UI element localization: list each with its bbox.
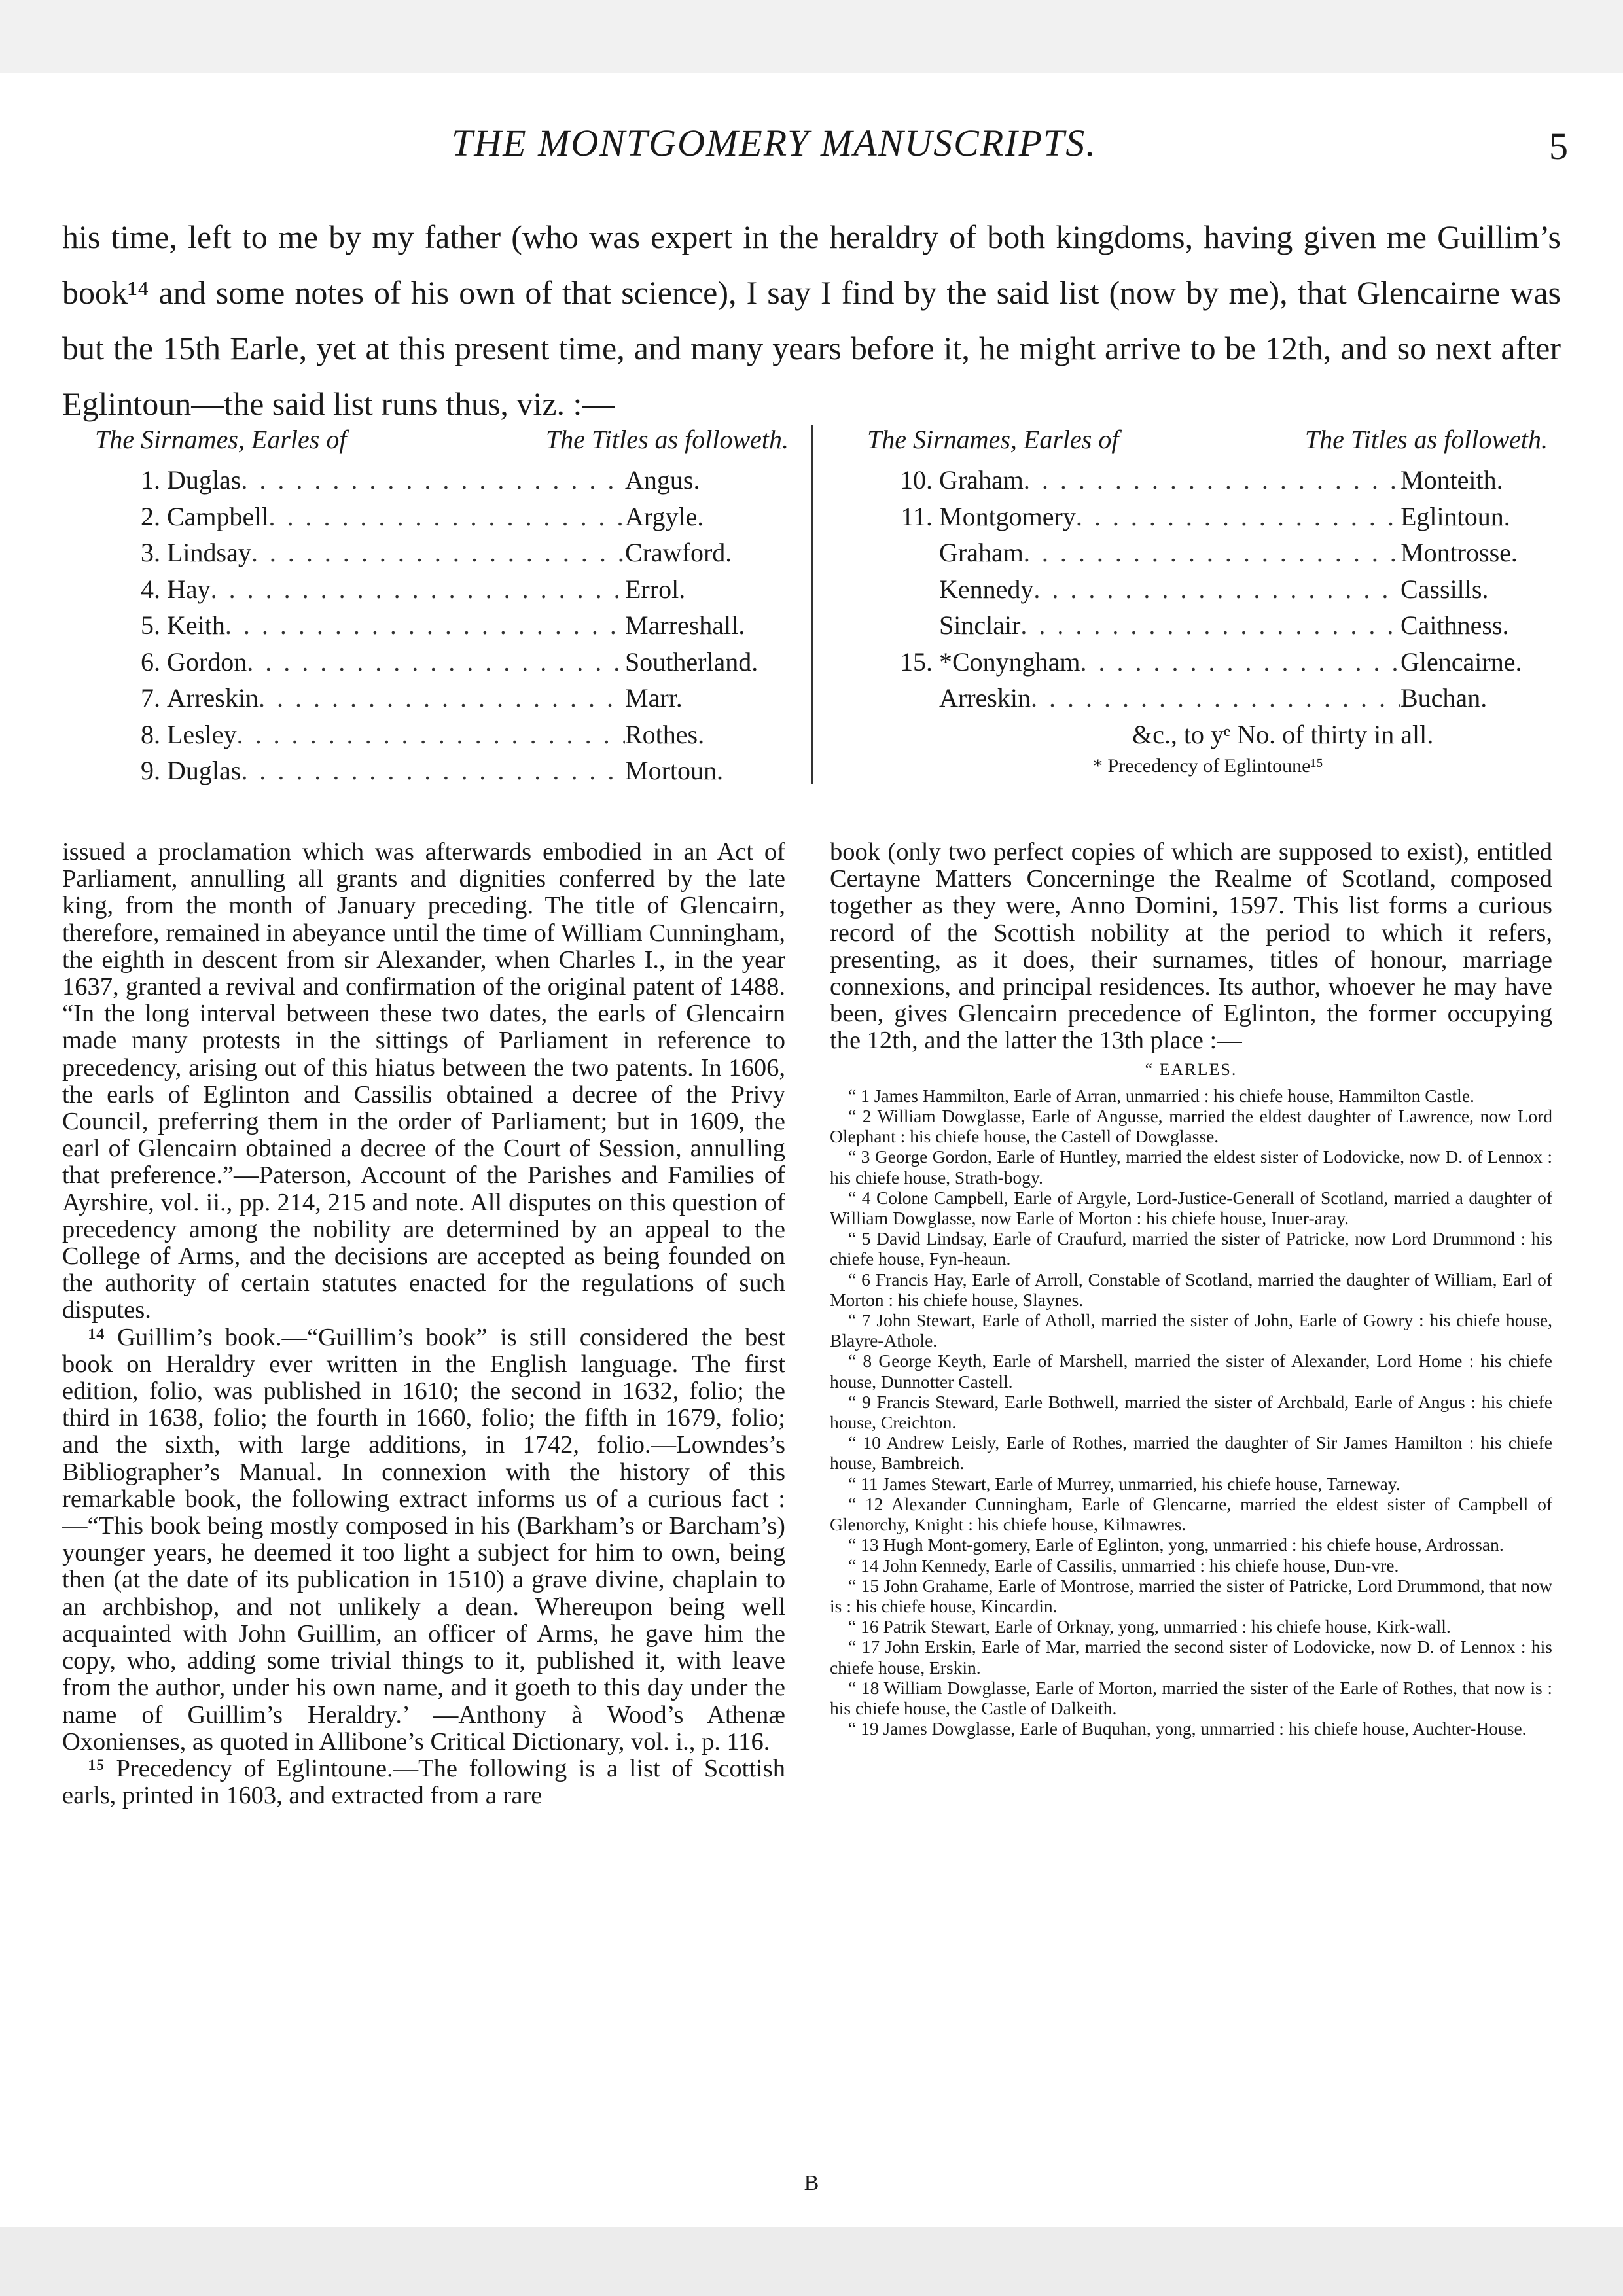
earl-row xyxy=(95,682,789,719)
earl-row xyxy=(95,574,789,610)
earles-entries xyxy=(830,1086,1552,1739)
earl-title: Marr. xyxy=(625,683,683,713)
earl-entry: “ 6 Francis Hay, Earle of Arroll, Constable of Scotland, married the daughter of William, Earl of Morton : his chiefe house, Slaynes. xyxy=(830,1269,1552,1310)
opening-paragraph xyxy=(62,209,1561,432)
earl-entry: “ 10 Andrew Leisly, Earle of Rothes, married the daughter of Sir James Hamilton : his chiefe house, Bambreich. xyxy=(830,1432,1552,1474)
earl-number: 1. xyxy=(141,465,160,495)
earl-surname: Sinclair xyxy=(939,610,1021,640)
earl-entry: “ 2 William Dowglasse, Earle of Angusse, married the eldest daughter of Lawrence, now Lord Olephant : his chiefe house, the Castell of Dowglasse. xyxy=(830,1106,1552,1147)
earl-surname: Gordon xyxy=(167,646,247,677)
earles-heading: “ EARLES. xyxy=(1145,1059,1238,1079)
earl-title: Montrosse. xyxy=(1400,538,1518,567)
earl-title: Mortoun. xyxy=(625,756,723,785)
earl-number: 10. xyxy=(900,465,933,495)
dot-leader xyxy=(1033,574,1400,605)
column-head-surnames: The Sirnames, Earles of xyxy=(867,425,1119,454)
earl-row xyxy=(867,682,1548,719)
dot-leader xyxy=(211,574,625,605)
column-head-surnames: The Sirnames, Earles of xyxy=(95,425,347,454)
earl-surname: Montgomery xyxy=(939,501,1076,531)
earl-number: 7. xyxy=(141,683,160,713)
earl-surname: Graham xyxy=(939,465,1024,495)
earl-entry: “ 1 James Hammilton, Earle of Arran, unmarried : his chiefe house, Hammilton Castle. xyxy=(848,1085,1474,1106)
earl-number: 11. xyxy=(901,501,933,531)
earl-title: Errol. xyxy=(625,574,686,604)
notes-right-column xyxy=(830,839,1552,1739)
dot-leader xyxy=(225,610,625,641)
earl-entry: “ 16 Patrik Stewart, Earle of Orknay, yong, unmarried : his chiefe house, Kirk-wall. xyxy=(848,1616,1451,1637)
earl-number: 5. xyxy=(141,610,160,640)
earl-title: Rothes. xyxy=(625,719,705,749)
earl-row xyxy=(95,719,789,756)
dot-leader xyxy=(241,465,625,495)
dot-leader xyxy=(259,682,625,713)
dot-leader xyxy=(269,501,625,532)
earl-number: 2. xyxy=(141,501,160,531)
precedency-note: * Precedency of Eglintoune¹⁵ xyxy=(1093,754,1323,777)
earl-number: 9. xyxy=(141,756,160,785)
etc-line: &c., to yᵉ No. of thirty in all. xyxy=(1132,719,1434,749)
dot-leader xyxy=(1076,501,1400,532)
note-paragraph: ¹⁴ Guillim’s book.—“Guillim’s book” is still considered the best book on Heraldry ever written in the English language. The first edition, folio, was published in 1610; the second in 1632, folio; the third in 1638, folio; the fourth in 1660, folio; the fifth in 1679, folio; and the sixth, with large additions, in 1742, folio.—Lowndes’s Bibliographer’s Manual. In connexion with the history of this remarkable book, the following extract informs us of a curious fact :—“This book being mostly composed in his (Barkham’s or Barcham’s) younger years, he deemed it too light a subject for him to own, being then (at the date of its publication in 1510) a grave divine, chaplain to an archbishop, and not unlikely a dean. Whereupon being well acquainted with John Guillim, an officer of Arms, he gave him the copy, who, adding some trivial things to it, published it, with leave from the author, under his own name, and it goeth to this day under the name of Guillim’s Heraldry.’ —Anthony à Wood’s Athenæ Oxonienses, as quoted in Allibone’s Critical Dictionary, vol. i., p. 116. xyxy=(62,1323,785,1756)
earl-entry: “ 8 George Keyth, Earle of Marshell, married the sister of Alexander, Lord Home : his chiefe house, Dunnotter Castell. xyxy=(830,1351,1552,1392)
earl-surname: Duglas xyxy=(167,465,241,495)
earls-list-left xyxy=(95,424,789,792)
scan-margin-bottom xyxy=(0,2227,1623,2296)
earl-row xyxy=(95,465,789,501)
page-number: 5 xyxy=(1549,125,1568,168)
running-title: THE MONTGOMERY MANUSCRIPTS. xyxy=(452,122,1097,164)
earl-surname: Graham xyxy=(939,538,1024,567)
earl-entry: “ 3 George Gordon, Earle of Huntley, married the eldest sister of Lodovicke, now D. of Lennox : his chiefe house, Strath-bogy. xyxy=(830,1146,1552,1188)
earl-surname: Arreskin xyxy=(939,683,1031,713)
earl-row xyxy=(867,610,1548,646)
earl-entry: “ 12 Alexander Cunningham, Earle of Glencarne, married the eldest sister of Campbell of Glenorchy, Knight : his chiefe house, Kilmawres. xyxy=(830,1493,1552,1535)
column-divider xyxy=(812,425,813,784)
earl-title: Cassills. xyxy=(1400,574,1489,604)
earl-row xyxy=(867,501,1548,538)
scan-margin-top xyxy=(0,0,1623,73)
earl-entry: “ 19 James Dowglasse, Earle of Buquhan, yong, unmarried : his chiefe house, Auchter-House. xyxy=(848,1718,1527,1739)
earl-title: Angus. xyxy=(625,465,700,495)
earl-title: Eglintoun. xyxy=(1400,501,1510,531)
earl-title: Southerland. xyxy=(625,646,758,677)
dot-leader xyxy=(1031,682,1400,713)
earl-surname: Lesley xyxy=(167,719,237,749)
earl-entry: “ 7 John Stewart, Earle of Atholl, married the sister of John, Earle of Gowry : his chiefe house, Blayre-Athole. xyxy=(830,1310,1552,1351)
earl-surname: Kennedy xyxy=(939,574,1034,604)
earl-entry: “ 18 William Dowglasse, Earle of Morton, married the sister of the Earle of Rothes, that now is : his chiefe house, the Castle of Dalkeith. xyxy=(830,1677,1552,1718)
dot-leader xyxy=(1024,537,1400,568)
earl-entry: “ 15 John Grahame, Earle of Montrose, married the sister of Patricke, Lord Drummond, that now is : his chiefe house, Kincardin. xyxy=(830,1575,1552,1616)
earl-row xyxy=(95,501,789,538)
column-head-titles: The Titles as followeth. xyxy=(1304,425,1548,454)
earl-number: 15. xyxy=(900,646,933,677)
earls-list-right xyxy=(867,424,1548,781)
earl-surname: *Conyngham xyxy=(939,646,1080,677)
earl-entry: “ 14 John Kennedy, Earle of Cassilis, unmarried : his chiefe house, Dun-vre. xyxy=(848,1555,1399,1576)
earl-row xyxy=(95,646,789,683)
earl-surname: Arreskin xyxy=(167,683,259,713)
earl-row xyxy=(95,610,789,646)
earls-list-right-header xyxy=(867,424,1548,465)
earl-number: 8. xyxy=(141,719,160,749)
earl-row xyxy=(95,537,789,574)
notes-left-column xyxy=(62,839,785,1809)
earl-row xyxy=(95,755,789,792)
earl-row xyxy=(867,465,1548,501)
earl-surname: Lindsay xyxy=(167,538,251,567)
earl-entry: “ 13 Hugh Mont-gomery, Earle of Eglinton, yong, unmarried : his chiefe house, Ardrossan. xyxy=(848,1534,1504,1555)
earl-number: 4. xyxy=(141,574,160,604)
earl-entry: “ 4 Colone Campbell, Earle of Argyle, Lord-Justice-Generall of Scotland, married a daughter of William Dowglasse, now Earle of Morton : his chiefe house, Inuer-aray. xyxy=(830,1187,1552,1229)
dot-leader xyxy=(1024,465,1400,495)
earl-entry: “ 17 John Erskin, Earle of Mar, married the second sister of Lodovicke, now D. of Lennox : his chiefe house, Erskin. xyxy=(830,1636,1552,1678)
earl-entry: “ 11 James Stewart, Earle of Murrey, unmarried, his chiefe house, Tarneway. xyxy=(848,1473,1400,1494)
earl-number: 3. xyxy=(141,538,160,567)
earl-surname: Keith xyxy=(167,610,225,640)
earl-surname: Hay xyxy=(167,574,211,604)
dot-leader xyxy=(1020,610,1400,641)
earl-surname: Campbell xyxy=(167,501,269,531)
earl-surname: Duglas xyxy=(167,756,241,785)
earl-row xyxy=(867,574,1548,610)
signature-mark: B xyxy=(804,2171,819,2195)
earl-title: Marreshall. xyxy=(625,610,745,640)
earl-title: Crawford. xyxy=(625,538,732,567)
column-head-titles: The Titles as followeth. xyxy=(545,425,789,454)
note-paragraph: ¹⁵ Precedency of Eglintoune.—The following is a list of Scottish earls, printed in 1603, and extracted from a rare xyxy=(62,1754,785,1810)
note-paragraph: book (only two perfect copies of which are supposed to exist), entitled Certayne Matters Concerninge the Realme of Scotland, composed together as they were, Anno Domini, 1597. This list forms a curious record of the Scottish nobility at the period to which it refers, presenting, as it does, their surnames, titles of honour, marriage connexions, and principal residences. Its author, whoever he may have been, gives Glencairn precedence of Eglinton, the former occupying the 12th, and the latter the 13th place :— xyxy=(830,838,1552,1055)
earl-title: Monteith. xyxy=(1400,465,1503,495)
dot-leader xyxy=(247,646,625,677)
earl-row xyxy=(867,537,1548,574)
earl-entry: “ 9 Francis Steward, Earle Bothwell, married the sister of Archbald, Earle of Angus : his chiefe house, Creichton. xyxy=(830,1391,1552,1433)
dot-leader xyxy=(251,537,625,568)
earl-number: 6. xyxy=(141,646,160,677)
dot-leader xyxy=(241,755,625,786)
dot-leader xyxy=(237,719,625,750)
earl-title: Buchan. xyxy=(1400,683,1488,713)
earl-title: Argyle. xyxy=(625,501,704,531)
dot-leader xyxy=(1080,646,1400,677)
earls-list-left-header xyxy=(95,424,789,465)
earl-entry: “ 5 David Lindsay, Earle of Craufurd, married the sister of Patricke, now Lord Drummond : his chiefe house, Fyn-heaun. xyxy=(830,1228,1552,1269)
opening-paragraph-text: his time, left to me by my father (who was expert in the heraldry of both kingdoms, having given me Guillim’s book¹⁴ and some notes of his own of that science), I say I find by the said list (now by me), that Glencairne was but the 15th Earle, yet at this present time, and many years before it, he might arrive to be 12th, and so next after Eglintoun—the said list runs thus, viz. :— xyxy=(62,219,1561,422)
note-paragraph: issued a proclamation which was afterwards embodied in an Act of Parliament, annulling all grants and dignities conferred by the late king, from the month of January preceding. The title of Glencairn, therefore, remained in abeyance until the time of William Cunningham, the eighth in descent from sir Alexander, when Charles I., in the year 1637, granted a revival and confirmation of the original patent of 1488. “In the long interval between these two dates, the earls of Glencairn made many protests in the sittings of Parliament in reference to precedency, arising out of this hiatus between the two patents. In 1606, the earls of Eglinton and Cassilis obtained a decree of the Privy Council, preferring them in the order of Parliament; but in 1609, the earl of Glencairn obtained a decree of the Court of Session, annulling that preference.”—Paterson, Account of the Parishes and Families of Ayrshire, vol. ii., pp. 214, 215 and note. All disputes on this question of precedency among the nobility are determined by an appeal to the College of Arms, and the decisions are accepted as being founded on the authority of certain statutes enacted for the regulations of such disputes. xyxy=(62,838,785,1324)
earl-title: Glencairne. xyxy=(1400,646,1522,677)
earl-title: Caithness. xyxy=(1400,610,1509,640)
earl-row xyxy=(867,646,1548,683)
